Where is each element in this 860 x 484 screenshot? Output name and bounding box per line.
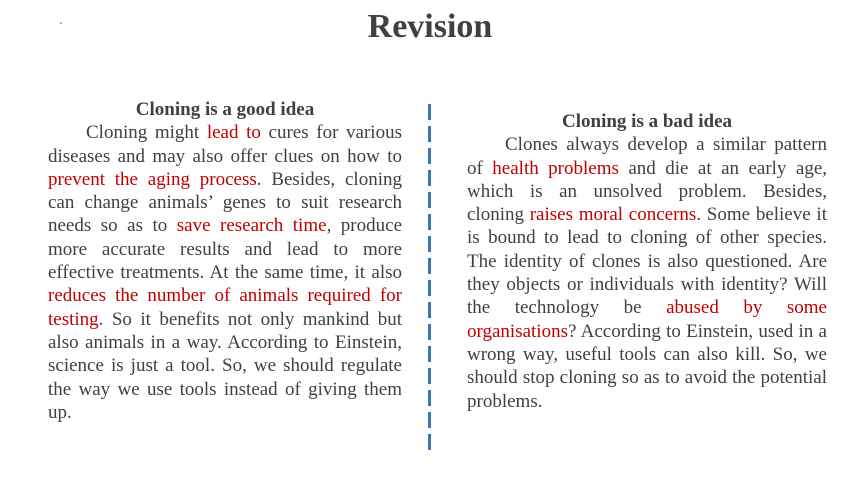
bad-idea-paragraph [467, 133, 827, 413]
page-title: Revision [367, 8, 493, 45]
text-segment: Cloning might [86, 122, 207, 144]
text-segment: . Some believe it is bound to lead to cloning of other species. The identity of clones is also questioned. Are they objects or individuals with identity? Will the technology be [467, 204, 827, 319]
bad-idea-column [467, 110, 827, 413]
text-segment: ? According to Einstein, used in a wrong way, useful tools can also kill. So, we should stop cloning so as to avoid the potential problems. [467, 320, 827, 412]
good-idea-heading: Cloning is a good idea [135, 99, 315, 120]
highlighted-phrase: save research time [176, 215, 327, 237]
text-segment: . Besides, cloning can change animals’ genes to suit research needs so as to [48, 168, 402, 237]
text-segment: Clones always develop a similar pattern of [467, 134, 827, 179]
bad-idea-heading: Cloning is a bad idea [562, 111, 732, 132]
good-idea-paragraph [48, 121, 402, 424]
highlighted-phrase: reduces the number of animals required for testing [48, 285, 402, 330]
highlighted-phrase: health problems [492, 157, 619, 179]
text-segment: . So it benefits not only mankind but also animals in a way. According to Einstein, science is just a tool. So, we should regulate the way we use tools instead of giving them up. [48, 308, 402, 423]
column-divider [428, 104, 431, 454]
text-segment: and die at an early age, which is an unsolved problem. Besides, cloning [467, 157, 827, 226]
highlighted-phrase: lead to [206, 122, 261, 144]
highlighted-phrase: abused by some organisations [467, 297, 827, 342]
text-segment: , produce more accurate results and lead to more effective treatments. At the same time, it also [48, 215, 403, 284]
text-segment: cures for various diseases and may also offer clues on how to [48, 122, 402, 167]
highlighted-phrase: raises moral concerns [529, 204, 697, 226]
highlighted-phrase: prevent the aging process [48, 168, 257, 190]
good-idea-column [48, 98, 402, 424]
